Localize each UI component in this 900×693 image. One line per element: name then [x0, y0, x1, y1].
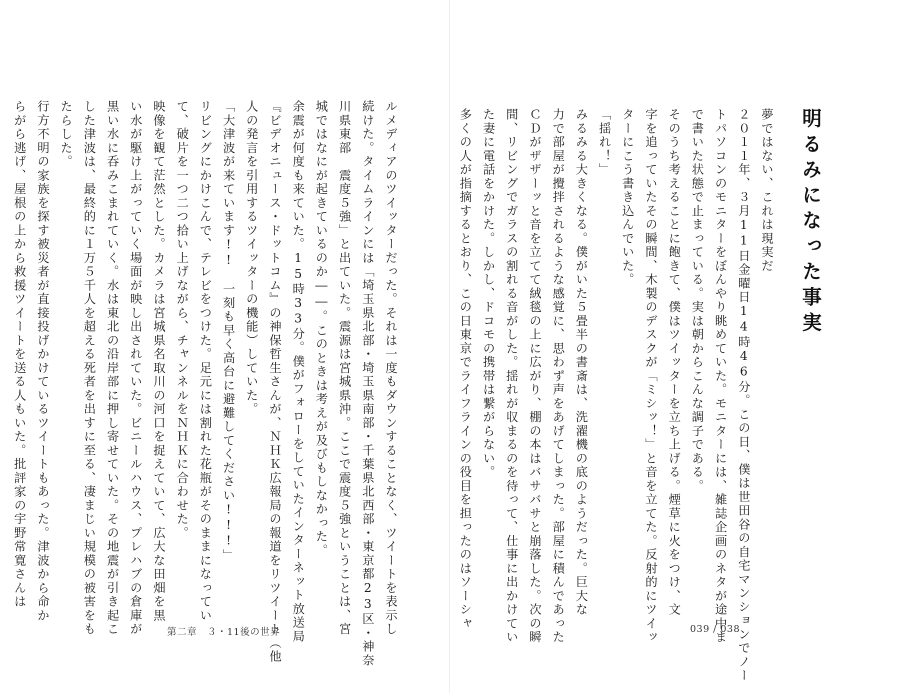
page-number-footer: 039 / 038: [690, 624, 741, 635]
right-page-body-text: 夢ではない、これは現実だ ２０１１年、３月11日金曜日14時46分。この日、僕は世田谷の自宅マンションでノー トパソコンのモニターをぼんやり眺めていた。モニターには、雑誌企画のネタが途中ま で書いた状態で止まっている。実は朝からこんな調子である。 そのうち考えることに飽きて、僕はツイッターを立ち上げる。煙草に火をつけ、文 字を追っていたその瞬間、木製のデスクが「ミシッ！」と音を立てた。反射的にツイッ ターにこう書き込んでいた。 「揺れ！」 みるみる大きくなる。僕がいた５畳半の書斎は、洗濯機の底のようだった。巨大な 力で部屋が攪拌されるような感覚に、思わず声をあげてしまった。部屋に積んであった ＣＤがザザーッと音を立てて絨毯の上に広がり、棚の本はバサバサと崩落した。次の瞬 間、リビングでガラスの割れる音がした。揺れが収まるのを待って、仕事に出かけてい た妻に電話をかけた。しかし、ドコモの携帯は繋がらない。 多くの人が指摘するとおり、この日東京でライフラインの役目を担ったのはソーシャ: [458, 108, 774, 683]
section-heading: 明るみになった事実: [799, 108, 822, 338]
page-gutter: [449, 0, 450, 693]
chapter-running-footer: 第二章 ３・11後の世界: [167, 627, 281, 638]
left-page-body-text: ルメディアのツイッターだった。それは一度もダウンすることなく、ツイートを表示し 続けた。タイムラインには「埼玉県北部・埼玉県南部・千葉県北西部・東京都23区・神奈 川県東部 震度５強」と出ていた。震源は宮城県沖。ここで震度５強ということは、宮 城ではなにが起きているのか――。このときは考えが及びもしなかった。 余震が何度も来ていた。15時33分。僕がフォローをしていたインターネット放送局 『ビデオニュース・ドットコム』の神保哲生さんが、ＮＨＫ広報局の報道をリツイート（他 人の発言を引用するツイッターの機能）していた。 「大津波が来ています!! 一刻も早く高台に避難してください!!!」 リビングにかけこんで、テレビをつけた。足元には割れた花瓶がそのままになってい て、破片を一つ二つ拾い上げながら、チャンネルをＮＨＫに合わせた。 映像を観て茫然とした。カメラは宮城県名取川の河口を捉えていて、広大な田畑を黒 い水が駆け上がっていく場面が映し出されていた。ビニールハウス、プレハブの倉庫が 黒い水に呑みこまれていく。水は東北の沿岸部に押し寄せていた。その地震が引き起こ した津波は、最終的に１万５千人を超える死者を出すに至る、凄まじい規模の被害をも たらした。 行方不明の家族を探す被災者が直接投げかけているツイートもあった。津波から命か らがら逃げ、屋根の上から救援ツイートを送る人もいた。批評家の宇野常寛さんは: [12, 100, 398, 668]
